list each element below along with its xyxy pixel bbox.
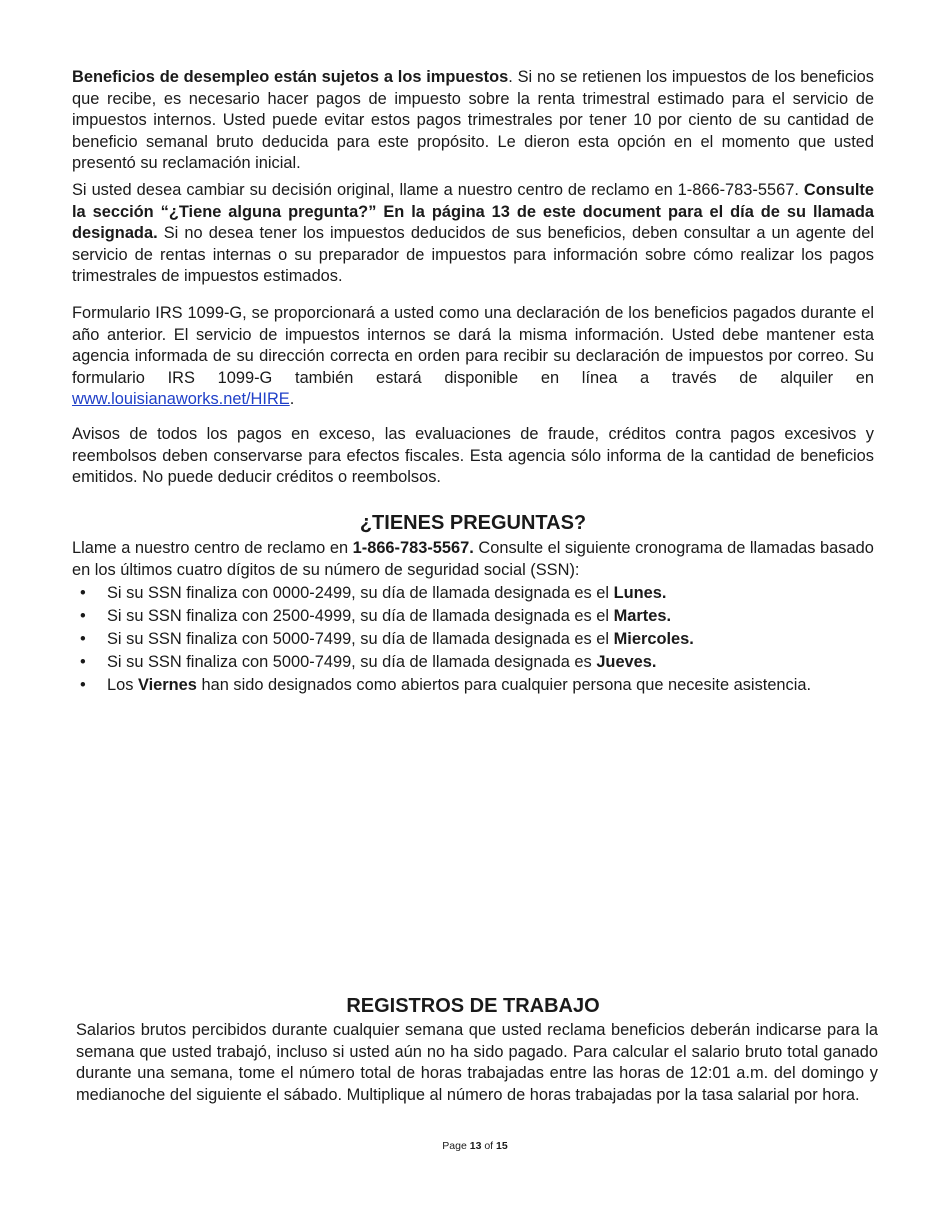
questions-intro-b: Consulte el siguiente cronograma de llamadas basado en los últimos cuatro dígitos de su número de seguridad social (SSN): [72,539,874,579]
consult-section-bold: Consulte la sección “¿Tiene alguna pregunta?” En la página 13 de este document para el día de su llamada designada. [72,181,874,242]
schedule-text: Si su SSN finaliza con 0000-2499, su día de llamada designada es el [107,584,614,602]
friday-text-post: han sido designados como abiertos para cualquier persona que necesite asistencia. [196,676,812,694]
schedule-text: Si su SSN finaliza con 5000-7499, su día de llamada designada es [107,653,597,671]
list-item [72,583,874,605]
overpayment-notices-paragraph: Avisos de todos los pagos en exceso, las evaluaciones de fraude, créditos contra pagos excesivos y reembolsos deben conservarse para efectos fiscales. Esta agencia sólo informa de la cantidad de beneficios emitidos. No puede deducir créditos o reembolsos. [72,425,874,486]
change-decision-rest: Si no desea tener los impuestos deducidos de sus beneficios, deben consultar a un agente del servicio de rentas internas o su preparador de impuestos para información sobre cómo realizar los pagos trimestrales de impuestos estimados. [72,224,874,285]
footer-total-pages: 15 [496,1140,508,1152]
questions-intro-a: Llame a nuestro centro de reclamo en [72,539,353,557]
work-records-paragraph: Salarios brutos percibidos durante cualquier semana que usted reclama beneficios deberán indicarse para la semana que usted trabajó, incluso si usted aún no ha sido pagado. Para calcular el salario bruto total ganado durante una semana, tome el número total de horas trabajadas entre las horas de 12:01 a.m. del domingo y medianoche del siguiente el sábado. Multiplique al número de horas trabajadas por la tasa salarial por hora. [76,1021,878,1104]
list-item [72,675,874,697]
change-decision-intro: Si usted desea cambiar su decisión original, llame a nuestro centro de reclamo en 1-866-783-5567. [72,181,804,199]
schedule-day: Martes. [613,607,672,625]
footer-of-word: of [484,1140,494,1152]
bullet-icon: • [80,676,86,694]
taxes-bold-lead: Beneficios de desempleo están sujetos a los impuestos [72,68,509,86]
form-1099g-end: . [289,390,295,408]
schedule-text: Si su SSN finaliza con 5000-7499, su día de llamada designada es el [107,630,614,648]
schedule-day: Jueves. [596,653,657,671]
bullet-icon: • [80,653,86,671]
claim-center-phone: 1-866-783-5567. [352,539,474,557]
friday-day: Viernes [137,676,197,694]
work-records-heading: REGISTROS DE TRABAJO [346,995,600,1017]
form-1099g-text: Formulario IRS 1099-G, se proporcionará a usted como una declaración de los beneficios pagados durante el año anterior. El servicio de impuestos internos se dará la misma información. Usted debe mantener esta agencia informada de su dirección correcta en orden para recibir su declaración de impuestos por correo. Su formulario IRS 1099-G también estará disponible en línea a través de alquiler en [72,304,874,387]
change-decision-paragraph [72,180,874,288]
list-item [72,629,874,651]
friday-text-pre: Los [107,676,138,694]
questions-heading: ¿TIENES PREGUNTAS? [359,512,587,534]
schedule-day: Lunes. [613,584,667,602]
page-footer [0,1139,950,1153]
bullet-icon: • [80,630,86,648]
call-schedule-list [72,583,874,698]
bullet-icon: • [80,584,86,602]
list-item [72,606,874,628]
bullet-icon: • [80,607,86,625]
list-item [72,652,874,674]
footer-page-number: 13 [469,1140,482,1152]
taxes-paragraph [72,67,874,175]
footer-page-word: Page [442,1140,467,1152]
form-1099g-paragraph [72,303,874,411]
louisianaworks-link[interactable]: www.louisianaworks.net/HIRE [72,390,290,408]
schedule-day: Miercoles. [613,630,694,648]
schedule-text: Si su SSN finaliza con 2500-4999, su día de llamada designada es el [107,607,614,625]
questions-intro [72,538,874,581]
taxes-text: . Si no se retienen los impuestos de los beneficios que recibe, es necesario hacer pagos de impuesto sobre la renta trimestral estimado para el servicio de impuestos internos. Usted puede evitar estos pagos trimestrales por tener 10 por ciento de su cantidad de beneficio semanal bruto deducida para este propósito. Le dieron esta opción en el momento que usted presentó su reclamación inicial. [72,68,874,172]
